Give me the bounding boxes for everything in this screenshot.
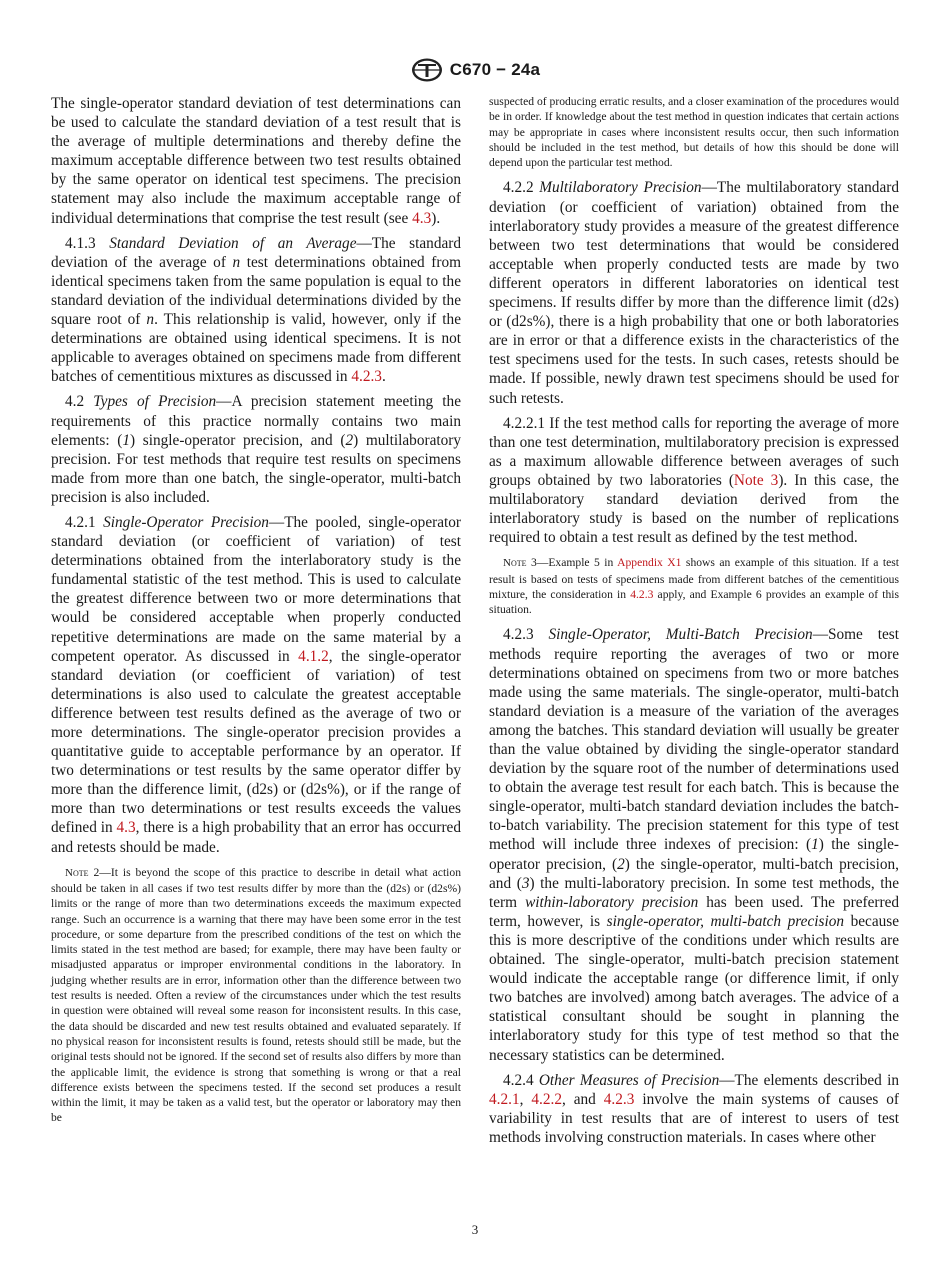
paragraph-4-2-1: 4.2.1 Single-Operator Precision—The pooled, single-operator standard deviation (or coefficient of variation) of test determinations obtained from the interlaboratory study is the fundamental statistic of the test method. This is used to calculate the greatest difference between two or more determinations that would be considered acceptable when properly conducted repetitive determinations are made on the same material by a competent operator. As discussed in 4.1.2, the single-operator standard deviation (or coefficient of variation) of test determinations is also used to calculate the greatest acceptable difference between test results defined as the average of two or more determinations. The single-operator precision provides a quantitative guide to acceptable performance by an operator. If two determinations or test results by the same operator differ by more than the difference limit, (d2s) or (d2s%), or if the range of more than two determinations or test results exceeds the values defined in 4.3, there is a high probability that an error has occurred and retests should be made. — [51, 513, 461, 856]
link-4-3[interactable]: 4.3 — [412, 209, 432, 227]
link-4-3[interactable]: 4.3 — [116, 819, 136, 837]
astm-logo-icon — [410, 57, 444, 83]
note-2-continued: suspected of producing erratic results, and a closer examination of the procedures would be in order. If knowledge about the test method in question indicates that certain actions may be appropriate in cases where inconsistent results occur, then such information should be included in the test method, but details of how this should be done will depend upon the particular test method. — [489, 95, 899, 170]
paragraph-4-2-4: 4.2.4 Other Measures of Precision—The elements described in 4.2.1, 4.2.2, and 4.2.3 involve the main systems of causes of variability in test results that are of interest to users of test methods involving construction materials. In cases where other — [489, 1071, 900, 1146]
paragraph-4-2-2-1: 4.2.2.1 If the test method calls for reporting the average of more than one test determination, multilaboratory precision is expressed as a maximum allowable difference between averages of such groups obtained by two laboratories (Note 3). In this case, the multilaboratory standard deviation derived from the interlaboratory study is based on the number of replications required to obtain a test result as defined by the test method. — [489, 414, 899, 547]
note-2: Note 2—It is beyond the scope of this practice to describe in detail what action should be taken in all cases if two test results differ by more than the (d2s) or (d2s%) limits or the range of more than two determinations exceeds the maximum expected range. Such an occurrence is a warning that there may have been some error in the test procedure, or some departure from the prescribed conditions of the test on which the limits stated in the test method are based; for example, there may have been faulty or misadjusted apparatus or improper environmental conditions in the laboratory. In judging whether results are in error, information other than the difference between two test results is needed. Often a review of the circumstances under which the test results in question were obtained will reveal some reason for inconsistent results. In this case, the data should be discarded and new test results obtained and evaluated separately. If no physical reason for inconsistent results is found, retests should still be made, but the original tests should not be ignored. If the second set of results also differs by more than the applicable limit, the evidence is strong that something is wrong or that a real difference exists between the specimens tested. If the second set produces a result within the limit, it may be taken as a valid test, but the operator or laboratory may then be — [51, 865, 461, 1125]
page-header — [0, 56, 950, 84]
document-id: C670 − 24a — [449, 60, 541, 79]
link-4-1-2[interactable]: 4.1.2 — [298, 647, 329, 665]
paragraph-4-1-2-continued: The single-operator standard deviation of test determinations can be used to calculate the standard deviation of a test result that is the average of multiple determinations and thereby define the maximum acceptable difference between two test results obtained by the same operator on identical test specimens. The precision statement may also include the maximum acceptable range of individual determinations that comprise the test result (see 4.3). — [51, 95, 461, 227]
note-3: Note 3—Example 5 in Appendix X1 shows an example of this situation. If a test result is based on tests of specimens made from different batches of the cementitious mixture, the consideration in 4.2.3 apply, and Example 6 provides an example of this situation. — [489, 556, 899, 617]
left-column — [51, 94, 461, 1134]
paragraph-4-2-2: 4.2.2 Multilaboratory Precision—The multilaboratory standard deviation (or coefficient of variation) obtained from the interlaboratory study provides a measure of the greatest difference between two test determinations that would be considered acceptable when properly conducted tests are made by two different operators in different laboratories on identical test specimens. If results differ by more than the difference limit (d2s) or (d2s%), there is a high probability that one or both laboratories are in error or that a difference exists in the characteristics of the test specimens used for the tests. In such cases, retests should be made. If possible, newly drawn test specimens should be used for such retests. — [489, 179, 899, 407]
link-note-3[interactable]: Note 3 — [733, 471, 779, 489]
right-column — [489, 94, 899, 1153]
link-appendix-x1[interactable]: Appendix X1 — [617, 556, 682, 570]
paragraph-4-2-3: 4.2.3 Single-Operator, Multi-Batch Precision—Some test methods require reporting the averages of two or more determinations obtained on specimens from two or more batches made using the same materials. The single-operator, multi-batch standard deviation is a measure of the variation of the averages among the batches. This standard deviation will usually be greater than the value obtained by dividing the single-operator standard deviation by the square root of the number of determinations used to obtain the average test result for each batch. This is because the single-operator, multi-batch standard deviation includes the batch-to-batch variability. The precision statement for this type of test method will include three indexes of precision: (1) the single-operator precision, (2) the single-operator, multi-batch precision, and (3) the multi-laboratory precision. In some test methods, the term within-laboratory precision has been used. The preferred term, however, is single-operator, multi-batch precision because this is more descriptive of the conditions under which results are obtained. The single-operator, multi-batch precision statement would indicate the acceptable range (or difference limit, if only two batches are involved) among batch averages. The advice of a statistical consultant should be sought in planning the interlaboratory study for this type of test method so that the necessary statistics can be determined. — [489, 626, 900, 1064]
link-4-2-3[interactable]: 4.2.3 — [351, 368, 382, 386]
paragraph-4-1-3: 4.1.3 Standard Deviation of an Average—The standard deviation of the average of n test determinations obtained from identical specimens taken from the same population is equal to the standard deviation of the individual determinations divided by the square root of n. This relationship is valid, however, only if the determinations are obtained using identical specimens. It is not applicable to averages obtained on specimens made from different batches of cementitious mixtures as discussed in 4.2.3. — [51, 234, 462, 386]
link-4-2-2[interactable]: 4.2.2 — [531, 1090, 562, 1108]
page-number: 3 — [471, 1222, 479, 1237]
link-4-2-1[interactable]: 4.2.1 — [489, 1090, 520, 1108]
link-4-2-3[interactable]: 4.2.3 — [630, 587, 654, 601]
paragraph-4-2: 4.2 Types of Precision—A precision statement meeting the requirements of this practice normally contains two main elements: (1) single-operator precision, and (2) multilaboratory precision. For test methods that require test results on specimens made from more than one batch, the single-operator, multi-batch precision is also included. — [51, 393, 462, 506]
link-4-2-3[interactable]: 4.2.3 — [603, 1090, 635, 1108]
